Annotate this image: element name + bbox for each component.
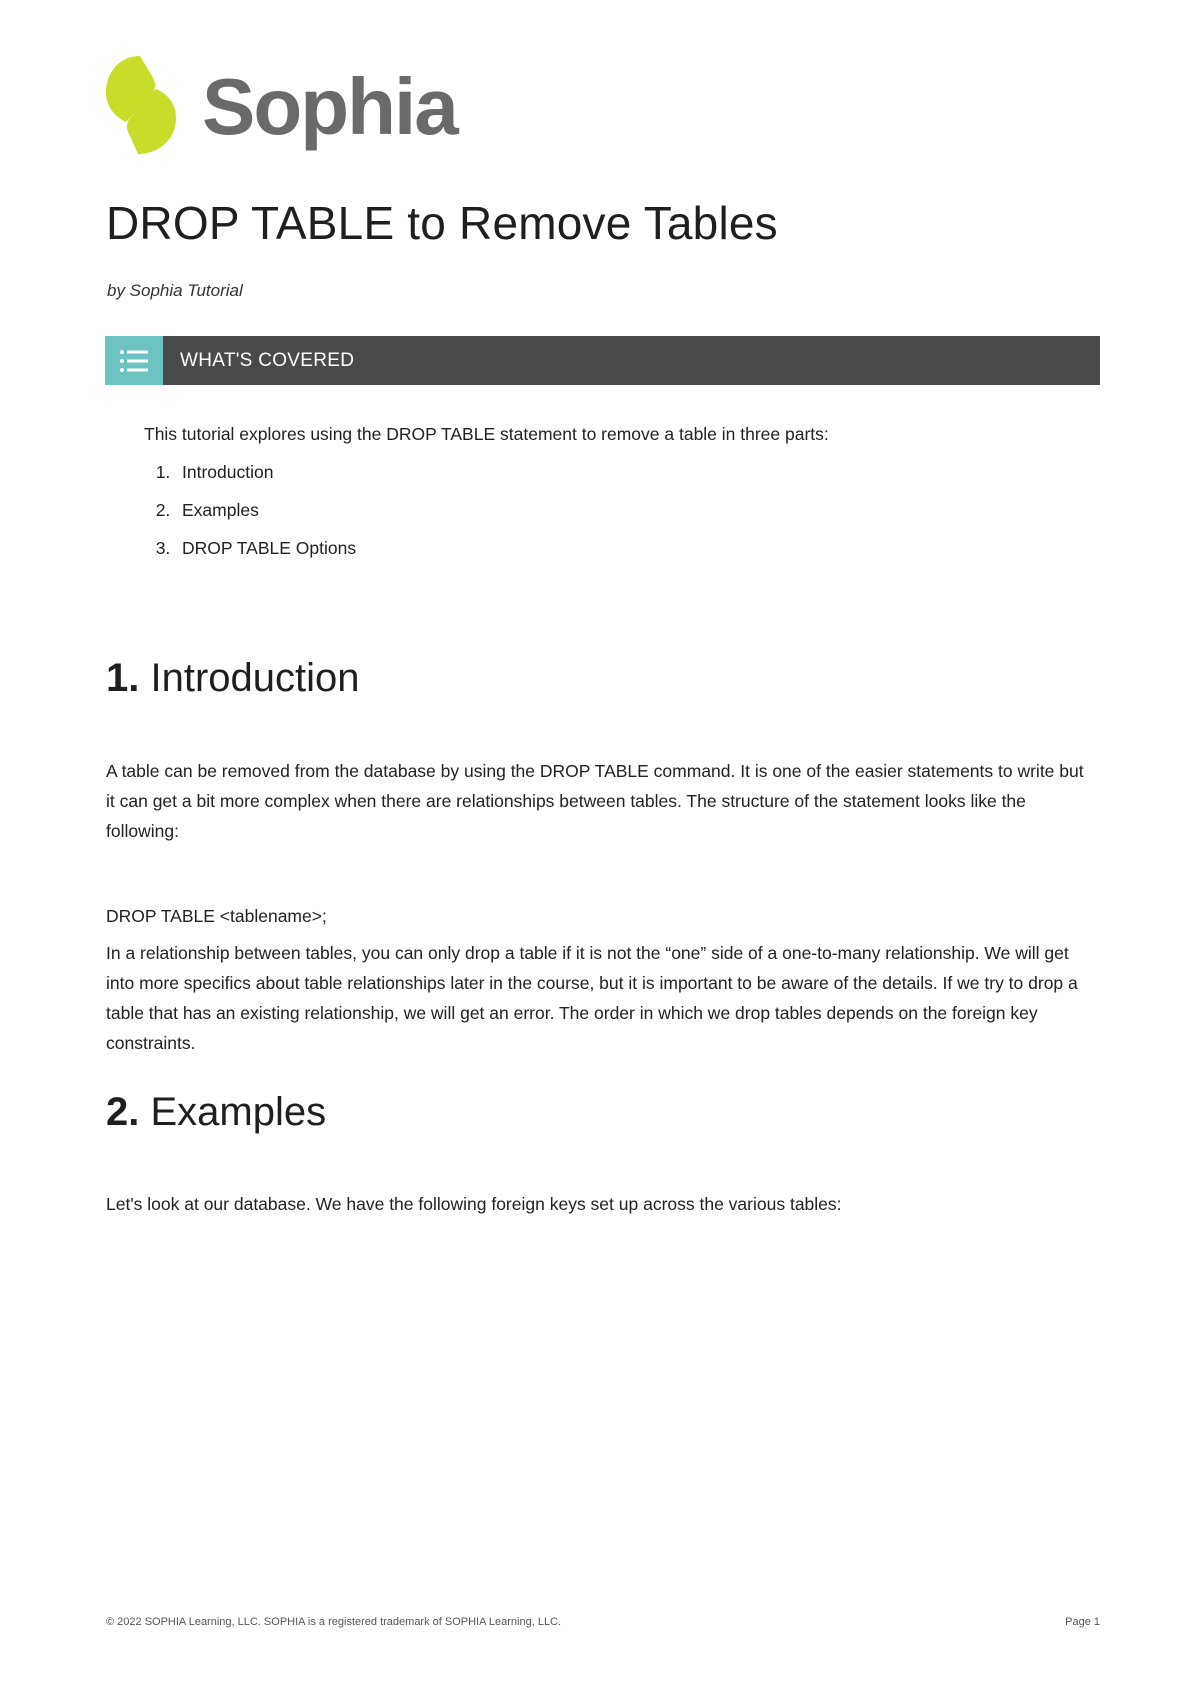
byline: by Sophia Tutorial [107, 281, 243, 300]
relationship-paragraph: In a relationship between tables, you can only drop a table if it is not the “one” side of a one-to-many relationship. We will get into more specifics about table relationships later in the course, but it is important to be aware of the details. If we try to drop a table that has an existing relationship, we will get an error. The order in which we drop tables depends on the foreign key constraints. [106, 943, 1078, 1053]
sophia-logo-mark [104, 54, 524, 164]
list-item: 3. DROP TABLE Options [155, 538, 357, 558]
covered-list [144, 462, 356, 576]
list-icon [105, 336, 163, 385]
page-title: DROP TABLE to Remove Tables [106, 197, 778, 249]
list-item: 2. Examples [155, 500, 259, 520]
footer-copyright: © 2022 SOPHIA Learning, LLC. SOPHIA is a registered trademark of SOPHIA Learning, LLC. [106, 1616, 562, 1628]
sophia-wordmark: Sophia [202, 62, 457, 151]
footer-page-number: Page 1 [1065, 1616, 1100, 1628]
whats-covered-label: WHAT'S COVERED [180, 349, 355, 371]
sophia-logo [104, 54, 524, 164]
code-snippet: DROP TABLE <tablename>; [106, 906, 327, 926]
intro-paragraph: A table can be removed from the database by using the DROP TABLE command. It is one of the easier statements to write but it can get a bit more complex when there are relationships between tables. The structure of the statement looks like the following: [106, 761, 1084, 841]
examples-paragraph: Let's look at our database. We have the following foreign keys set up across the various tables: [106, 1194, 842, 1214]
whats-covered-banner [105, 336, 1100, 385]
covered-intro: This tutorial explores using the DROP TABLE statement to remove a table in three parts: [144, 424, 829, 444]
list-item: 1. Introduction [155, 462, 274, 482]
section-heading-introduction: 1. Introduction [106, 656, 360, 700]
section-heading-examples: 2. Examples [106, 1090, 327, 1134]
